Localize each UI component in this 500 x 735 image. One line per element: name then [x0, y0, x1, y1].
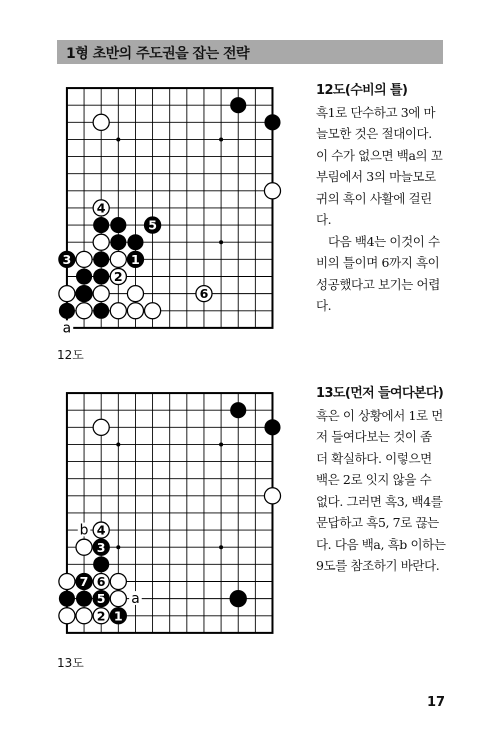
commentary-12: [316, 80, 446, 317]
move-number: 6: [199, 286, 209, 302]
move-number: 5: [96, 591, 106, 607]
black-stone: [93, 251, 109, 267]
white-stone: [59, 286, 75, 302]
white-stone: [76, 303, 92, 319]
diagram-13-label: 13도: [57, 656, 84, 670]
move-number: 7: [79, 574, 89, 590]
white-stone: [127, 286, 143, 302]
go-diagram-12: [46, 78, 306, 347]
white-stone: [110, 303, 126, 319]
black-stone: [59, 303, 75, 319]
white-stone: [110, 573, 126, 589]
commentary-12-paragraph-2: 다음 백4는 이것이 수비의 틀이며 6까지 흑이 성공했다고 보기는 어렵다.: [316, 233, 440, 313]
chapter-title: 1형 초반의 주도권을 잡는 전략: [66, 46, 250, 62]
star-point: [116, 442, 120, 446]
point-letter: b: [79, 522, 89, 539]
star-point: [116, 545, 120, 549]
point-letter: a: [131, 591, 140, 608]
go-diagram-13: [46, 383, 306, 652]
commentary-13: [316, 383, 446, 577]
star-point: [116, 137, 120, 141]
black-stone: [110, 234, 126, 250]
move-number: 2: [113, 269, 123, 285]
black-stone: [76, 268, 92, 284]
white-stone: [93, 114, 109, 130]
white-stone: [127, 303, 143, 319]
move-number: 1: [113, 608, 123, 624]
black-stone: [59, 591, 75, 607]
white-stone-numbered: [110, 591, 126, 607]
black-stone: [76, 591, 92, 607]
white-stone: [76, 251, 92, 267]
black-stone: [110, 217, 126, 233]
diagram-12-label: 12도: [57, 348, 84, 362]
move-number: 4: [96, 200, 106, 216]
go-board-12: [46, 78, 306, 343]
white-stone: [59, 608, 75, 624]
move-number: 6: [96, 574, 106, 590]
black-stone: [230, 402, 246, 418]
go-board-13: [46, 383, 306, 648]
star-point: [219, 240, 223, 244]
black-stone: [264, 114, 280, 130]
move-number: 5: [148, 217, 157, 233]
move-number: 4: [96, 522, 106, 538]
commentary-13-paragraph-1: 흑은 이 상황에서 1로 먼저 들여다보는 것이 좀 더 확실하다. 이렇으면 백은 2로 잇지 않을 수 없다. 그러면 흑3, 백4를 문답하고 흑5, 7로 끊는다. 다음 백a, 흑b 이하는 9도를 참조하기 바란다.: [316, 407, 446, 573]
black-stone: [93, 556, 109, 572]
white-stone: [110, 251, 126, 267]
white-stone: [76, 539, 92, 555]
white-stone: [264, 488, 280, 504]
move-number: 3: [62, 251, 72, 267]
black-stone: [76, 286, 92, 302]
white-stone: [145, 303, 161, 319]
white-stone: [93, 419, 109, 435]
white-stone: [76, 608, 92, 624]
black-stone: [230, 97, 246, 113]
black-stone: [93, 268, 109, 284]
star-point: [219, 137, 223, 141]
white-stone: [93, 286, 109, 302]
black-stone: [127, 234, 143, 250]
commentary-13-title: 13도(먼저 들여다본다): [316, 386, 444, 401]
black-stone: [93, 303, 109, 319]
move-number: 1: [131, 251, 140, 267]
move-number: 3: [96, 539, 106, 555]
white-stone: [93, 234, 109, 250]
page-number: 17: [427, 695, 446, 710]
white-stone: [264, 183, 280, 199]
star-point: [219, 442, 223, 446]
black-stone-numbered: [230, 591, 246, 607]
white-stone: [59, 573, 75, 589]
black-stone: [93, 217, 109, 233]
commentary-12-paragraph-1: 흑1로 단수하고 3에 마늘모한 것은 절대이다. 이 수가 없으면 백a의 꼬부림에서 3의 마늘모로 귀의 흑이 사활에 걸린다.: [316, 104, 443, 227]
star-point: [219, 545, 223, 549]
point-letter: a: [62, 320, 72, 337]
black-stone: [264, 419, 280, 435]
commentary-12-title: 12도(수비의 틀): [316, 83, 408, 98]
move-number: 2: [96, 608, 106, 624]
